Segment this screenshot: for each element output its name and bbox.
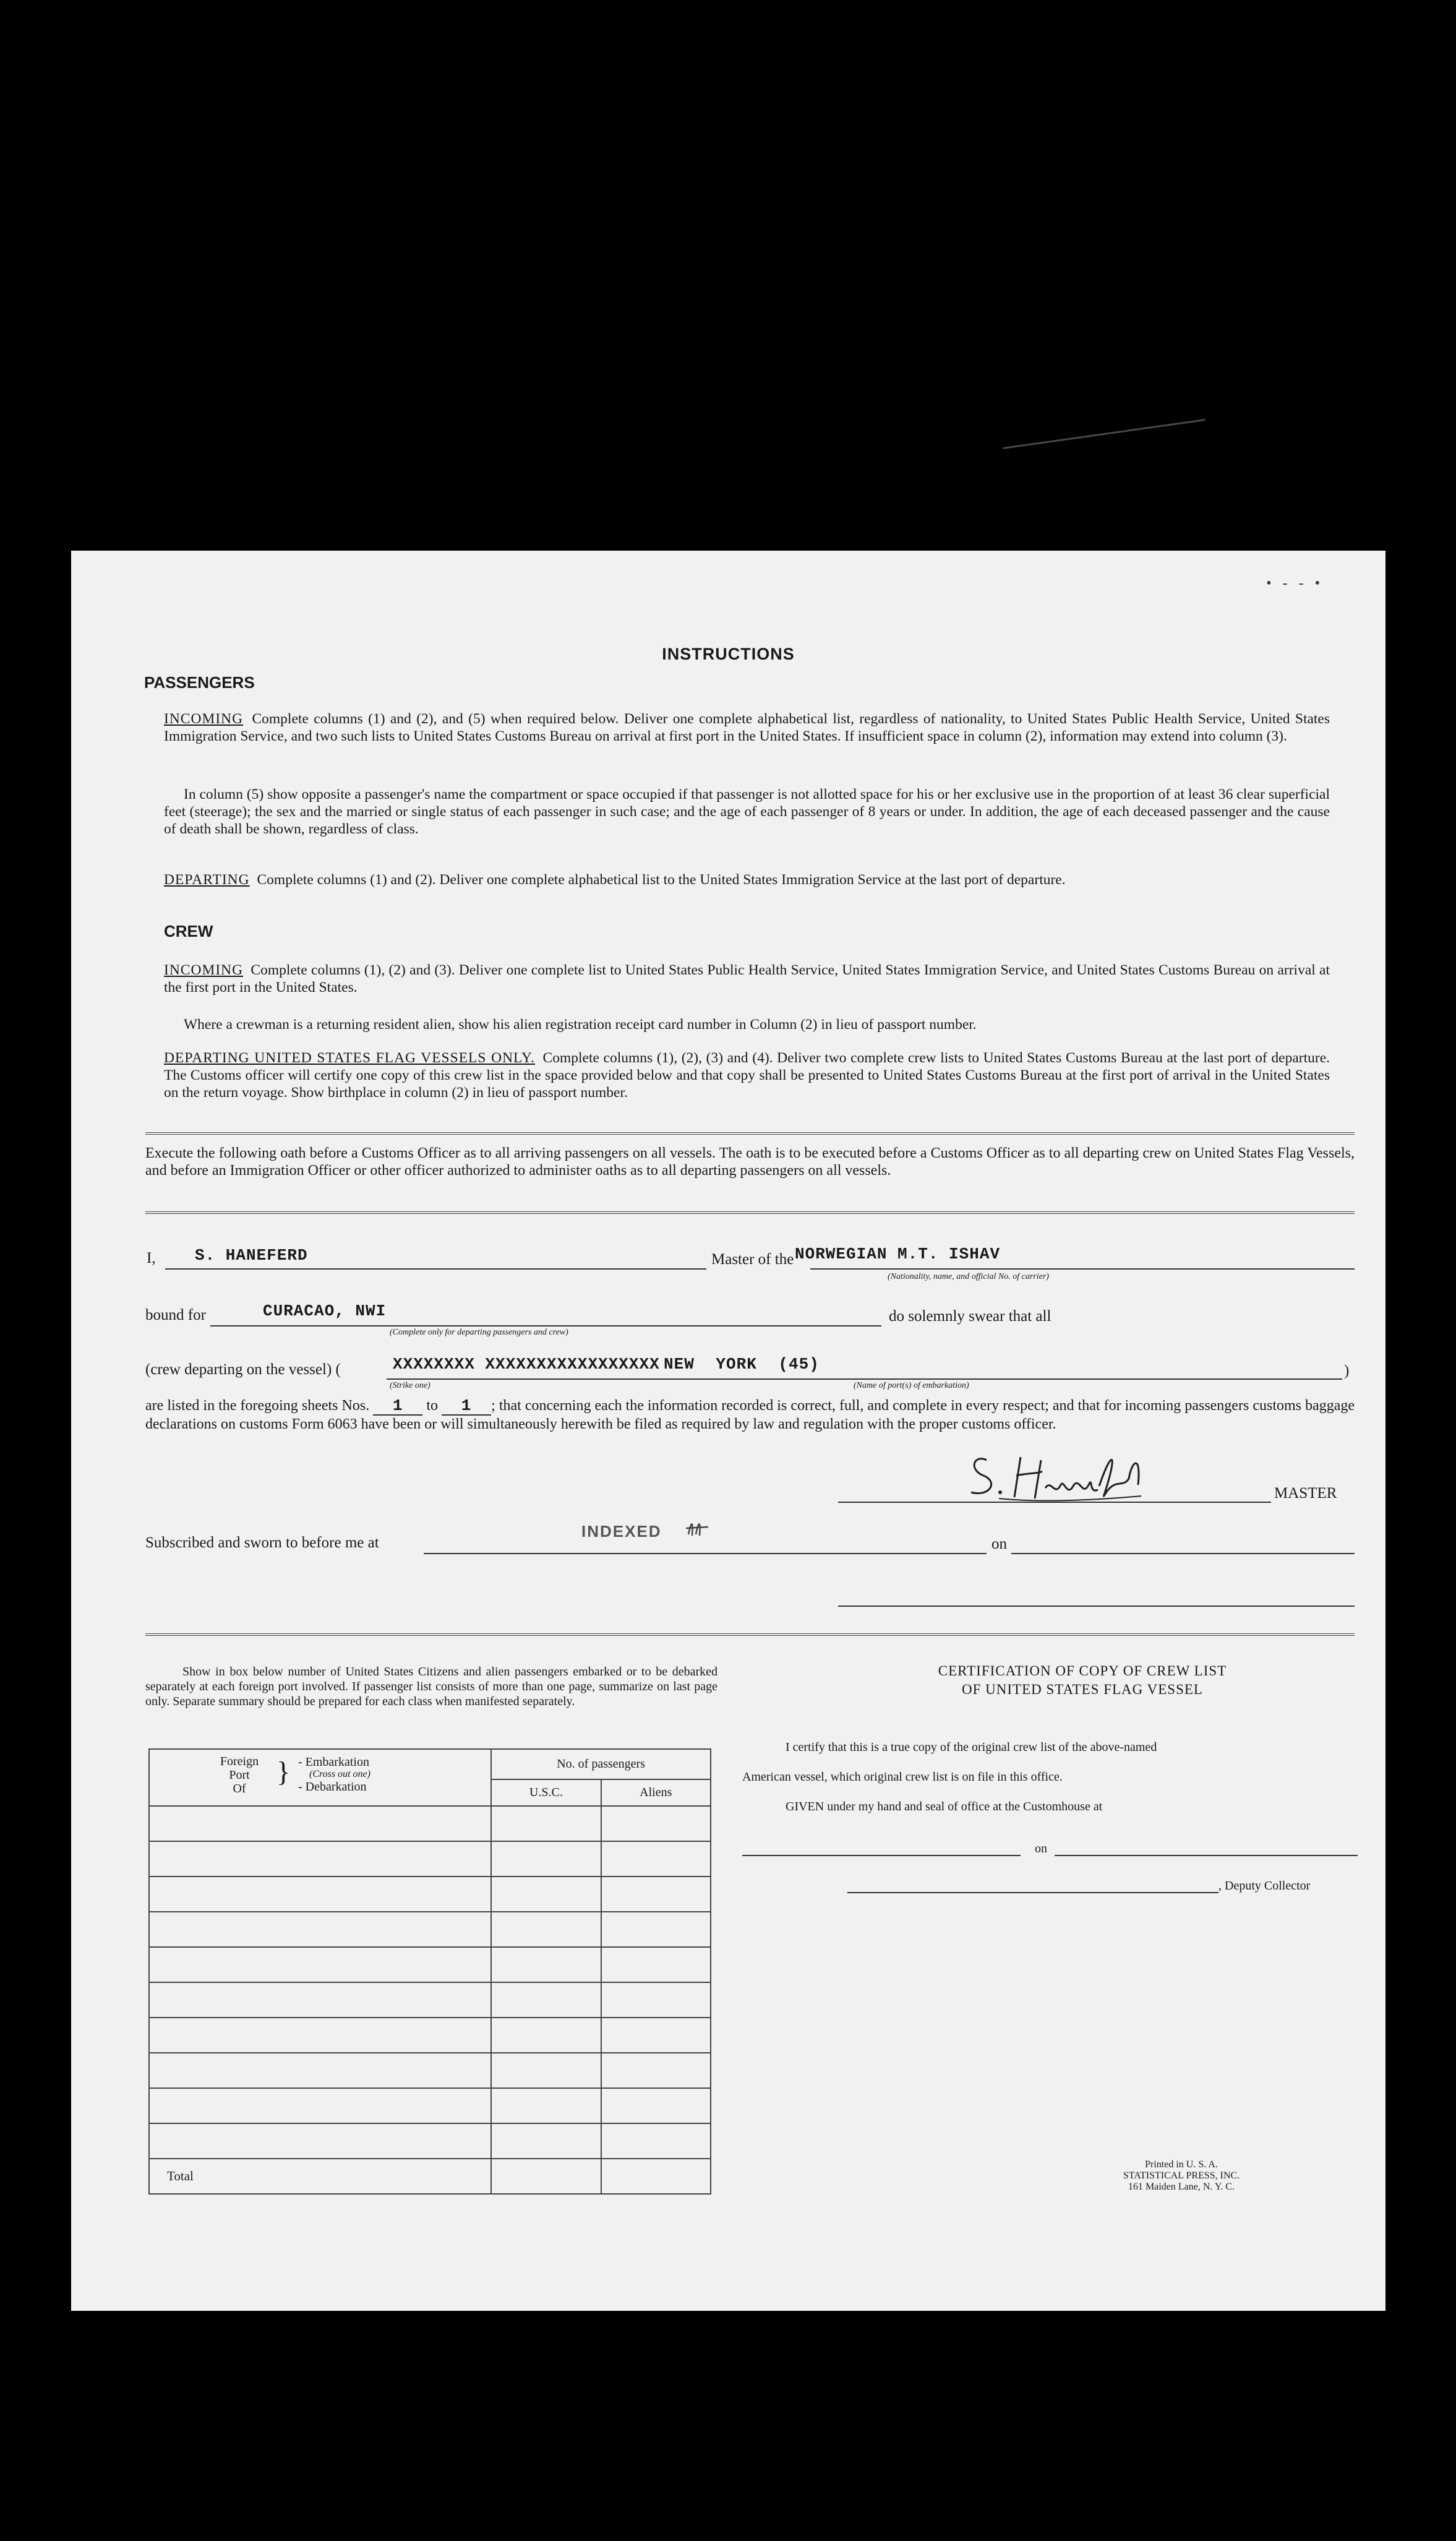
master-signature <box>962 1442 1147 1503</box>
port-header-label <box>205 1755 273 1795</box>
printer-line-1: Printed in U. S. A. <box>1145 2159 1218 2170</box>
sworn-on-label: on <box>991 1536 1007 1552</box>
table-row <box>149 1841 711 1877</box>
aliens-cell[interactable] <box>601 2018 711 2053</box>
divider-top <box>145 1132 1355 1135</box>
crew-departing-label: (crew departing on the vessel) ( <box>145 1361 341 1378</box>
port-cell[interactable] <box>149 1982 491 2018</box>
port-header-foreign: Foreign <box>220 1755 259 1768</box>
port-header-cell <box>149 1749 491 1806</box>
aliens-cell[interactable] <box>601 2053 711 2088</box>
port-cell[interactable] <box>149 1877 491 1912</box>
certification-on-label: on <box>1035 1842 1047 1855</box>
aliens-cell[interactable] <box>601 2123 711 2159</box>
aliens-cell[interactable] <box>601 1912 711 1947</box>
deputy-signature-field <box>847 1892 1218 1893</box>
port-cell[interactable] <box>149 2018 491 2053</box>
passengers-departing-paragraph <box>164 871 1330 888</box>
debarkation-option[interactable]: - Debarkation <box>298 1780 367 1794</box>
table-row <box>149 2123 711 2159</box>
usc-cell[interactable] <box>491 1877 601 1912</box>
brace-glyph: } <box>276 1756 291 1787</box>
passengers-departing-heading: DEPARTING <box>164 872 250 888</box>
aliens-cell[interactable] <box>601 1877 711 1912</box>
usc-cell[interactable] <box>491 1841 601 1877</box>
table-row <box>149 1982 711 2018</box>
crew-departing-heading: DEPARTING UNITED STATES FLAG VESSELS ONLY. <box>164 1050 535 1066</box>
strike-caption: (Strike one) <box>390 1381 430 1390</box>
usc-cell[interactable] <box>491 2123 601 2159</box>
passenger-summary-table <box>148 1748 711 2195</box>
usc-cell[interactable] <box>491 1947 601 1982</box>
divider-bottom <box>145 1633 1355 1636</box>
usc-cell[interactable] <box>491 2088 601 2123</box>
aliens-cell[interactable] <box>601 1841 711 1877</box>
port-cell[interactable] <box>149 1806 491 1841</box>
usc-total-cell[interactable] <box>491 2159 601 2194</box>
master-name-field <box>165 1268 706 1270</box>
port-cell[interactable] <box>149 2088 491 2123</box>
sworn-place-field <box>424 1553 987 1554</box>
bound-for-value: CURACAO, NWI <box>263 1302 387 1320</box>
master-of-label: Master of the <box>711 1251 794 1268</box>
aliens-cell[interactable] <box>601 1947 711 1982</box>
oath-intro: Execute the following oath before a Customs Officer as to all arriving passengers on all vessels. The oath is to be executed before a Customs Officer as to all departing crew on United States Flag Vessels, and before an Immigration Officer or other officer authorized to administer oaths as to all departing passengers on all vessels. <box>145 1145 1355 1179</box>
crew-incoming-heading: INCOMING <box>164 962 244 978</box>
listed-label: are listed in the foregoing sheets Nos. <box>145 1398 370 1414</box>
usc-header: U.S.C. <box>491 1779 601 1806</box>
passengers-heading: PASSENGERS <box>144 673 255 692</box>
i-label: I, <box>147 1250 156 1266</box>
port-cell[interactable] <box>149 1841 491 1877</box>
passengers-incoming-paragraph <box>164 710 1330 745</box>
port-header-of: Of <box>233 1782 246 1795</box>
subscribed-label: Subscribed and sworn to before me at <box>145 1534 379 1551</box>
certification-date-field <box>1055 1855 1358 1856</box>
aliens-header: Aliens <box>601 1779 711 1806</box>
table-row <box>149 2088 711 2123</box>
form-page <box>71 551 1385 2311</box>
page-title: INSTRUCTIONS <box>662 645 795 663</box>
passengers-count-header: No. of passengers <box>491 1749 711 1779</box>
table-row <box>149 1947 711 1982</box>
certification-title <box>841 1662 1324 1699</box>
divider-oath <box>145 1211 1355 1214</box>
aliens-cell[interactable] <box>601 1982 711 2018</box>
master-name: S. HANEFERD <box>195 1246 308 1265</box>
listed-text: ; that concerning each the information recorded is correct, full, and complete in every respect; and that for incoming passengers customs baggage declarations on customs Form 6063 have been or will simultaneously herewith be filed as required by law and regulation with the proper customs officer. <box>145 1398 1355 1432</box>
corner-marks: • - - • <box>1266 575 1324 591</box>
usc-cell[interactable] <box>491 2018 601 2053</box>
printer-imprint <box>1079 2159 1283 2193</box>
summary-note: Show in box below number of United States Citizens and alien passengers embarked or to be debarked separately at each foreign port involved. If passenger list consists of more than one page, summarize on last page only. Separate summary should be prepared for each class when manifested separately. <box>145 1665 717 1708</box>
sheet-to: 1 <box>442 1397 491 1416</box>
usc-cell[interactable] <box>491 1982 601 2018</box>
embarkation-port: NEW YORK (45) <box>664 1355 820 1374</box>
table-row <box>149 2018 711 2053</box>
crew-resident-alien-paragraph: Where a crewman is a returning resident alien, show his alien registration receipt card number in Column (2) in lieu of passport number. <box>184 1017 977 1033</box>
bound-for-label: bound for <box>145 1307 206 1323</box>
certification-line-1: I certify that this is a true copy of the original crew list of the above-named <box>786 1740 1157 1754</box>
port-cell[interactable] <box>149 2053 491 2088</box>
officer-signature-field <box>838 1606 1355 1607</box>
swear-label: do solemnly swear that all <box>889 1308 1051 1325</box>
certification-title-line-1: CERTIFICATION OF COPY OF CREW LIST <box>938 1663 1227 1679</box>
port-cell[interactable] <box>149 2123 491 2159</box>
crew-departing-text: Complete columns (1), (2), (3) and (4). Deliver two complete crew lists to United States Customs Bureau at the last port of departure. The Customs officer will certify one copy of this crew list in the space provided below and that copy shall be presented to United States Customs Bureau at the first port of arrival in the United States on the return voyage. Show birthplace in column (2) in lieu of passport number. <box>164 1050 1330 1101</box>
port-field <box>387 1378 1342 1380</box>
certification-title-line-2: OF UNITED STATES FLAG VESSEL <box>962 1682 1203 1697</box>
port-cell[interactable] <box>149 1947 491 1982</box>
bound-for-field <box>210 1325 881 1326</box>
usc-cell[interactable] <box>491 1806 601 1841</box>
sheet-from: 1 <box>373 1397 422 1416</box>
table-row <box>149 1912 711 1947</box>
bound-for-caption: (Complete only for departing passengers and crew) <box>390 1328 568 1337</box>
to-label: to <box>426 1398 439 1414</box>
struck-out-text: XXXXXXXX XXXXXXXXXXXXXXXXX <box>393 1355 660 1374</box>
port-cell[interactable] <box>149 1912 491 1947</box>
total-label: Total <box>149 2159 491 2194</box>
vessel-caption: (Nationality, name, and official No. of carrier) <box>888 1272 1049 1281</box>
customhouse-field <box>742 1855 1021 1856</box>
certification-line-2: American vessel, which original crew list is on file in this office. <box>742 1770 1063 1784</box>
passengers-incoming-text: Complete columns (1) and (2), and (5) when required below. Deliver one complete alphabetical list, regardless of nationality, to United States Public Health Service, United States Immigration Service, and two such lists to United States Customs Bureau on arrival at first port in the United States. If insufficient space in column (2), information may extend into column (3). <box>164 711 1330 744</box>
printer-line-3: 161 Maiden Lane, N. Y. C. <box>1128 2182 1235 2192</box>
total-row <box>149 2159 711 2194</box>
scan-streak <box>1003 419 1205 449</box>
table-row <box>149 1877 711 1912</box>
usc-cell[interactable] <box>491 2053 601 2088</box>
listed-sheets-paragraph <box>145 1397 1355 1433</box>
aliens-cell[interactable] <box>601 2088 711 2123</box>
master-label: MASTER <box>1274 1485 1337 1502</box>
port-header-port: Port <box>229 1768 250 1782</box>
aliens-total-cell[interactable] <box>601 2159 711 2194</box>
port-caption: (Name of port(s) of embarkation) <box>854 1381 969 1390</box>
passengers-incoming-heading: INCOMING <box>164 711 244 727</box>
embarkation-option[interactable]: - Embarkation <box>298 1755 369 1769</box>
table-row <box>149 1806 711 1841</box>
crew-incoming-text: Complete columns (1), (2) and (3). Deliver one complete list to United States Public Health Service, United States Immigration Service, and United States Customs Bureau on arrival at the first port in the United States. <box>164 962 1330 995</box>
cross-out-note: (Cross out one) <box>309 1769 370 1779</box>
aliens-cell[interactable] <box>601 1806 711 1841</box>
table-row <box>149 2053 711 2088</box>
close-paren: ) <box>1344 1362 1350 1379</box>
certification-line-3: GIVEN under my hand and seal of office at the Customhouse at <box>786 1800 1103 1813</box>
sworn-date-field <box>1011 1553 1355 1554</box>
vessel-field <box>810 1268 1355 1270</box>
printer-line-2: STATISTICAL PRESS, INC. <box>1123 2170 1240 2181</box>
passengers-departing-text: Complete columns (1) and (2). Deliver one complete alphabetical list to the United States Immigration Service at the last port of departure. <box>257 872 1066 888</box>
deputy-collector-label: , Deputy Collector <box>1218 1879 1311 1893</box>
crew-incoming-paragraph <box>164 961 1330 996</box>
passengers-column5-paragraph: In column (5) show opposite a passenger's name the compartment or space occupied if that passenger is not allotted space for his or her exclusive use in the proportion of at least 36 clear superficial feet (steerage); the sex and the married or single status of each passenger in such case; and the age of each passenger of 8 years or under. In addition, the age of each deceased passenger and the cause of death shall be shown, regardless of class. <box>164 786 1330 837</box>
usc-cell[interactable] <box>491 1912 601 1947</box>
crew-heading: CREW <box>164 922 213 940</box>
vessel-name: NORWEGIAN M.T. ISHAV <box>795 1245 1001 1263</box>
indexed-initials <box>683 1516 714 1541</box>
embark-debark-options[interactable] <box>298 1756 370 1793</box>
crew-departing-paragraph <box>164 1049 1330 1101</box>
indexed-stamp: INDEXED <box>581 1522 662 1541</box>
